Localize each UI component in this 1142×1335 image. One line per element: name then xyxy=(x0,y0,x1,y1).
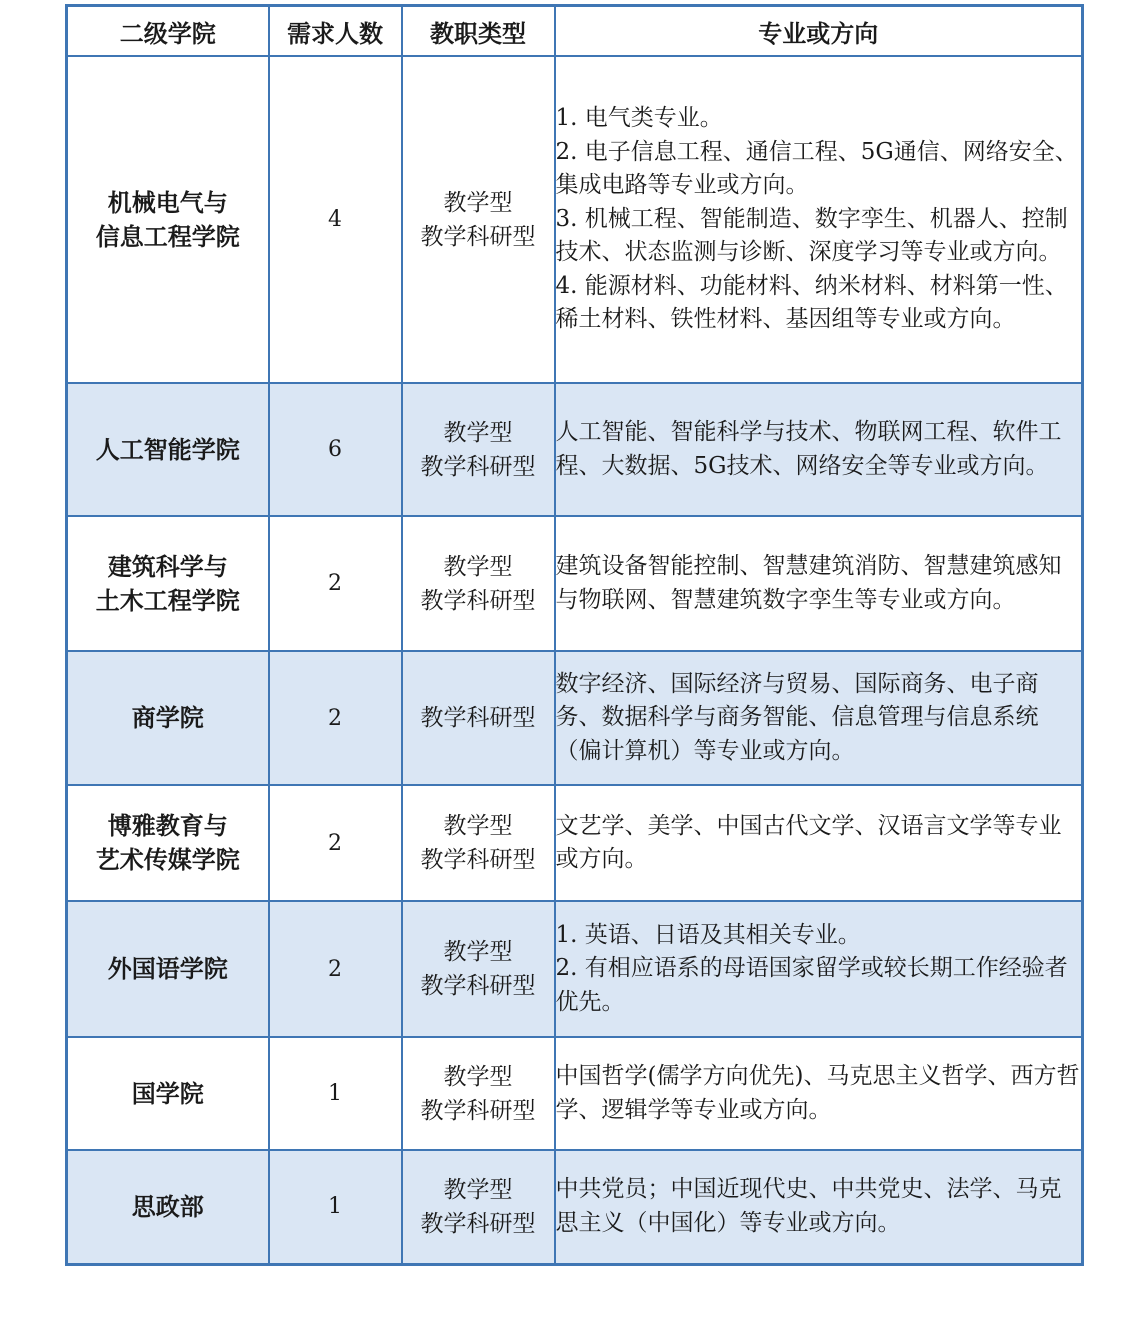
type-label: 教学型 xyxy=(443,939,513,965)
header-type: 教职类型 xyxy=(402,6,555,57)
major-cell xyxy=(555,901,1083,1037)
count-cell: 4 xyxy=(269,56,402,383)
college-name-line: 土木工程学院 xyxy=(95,585,240,615)
major-cell xyxy=(555,383,1083,516)
count-cell: 1 xyxy=(269,1150,402,1264)
type-label: 教学型 xyxy=(443,553,513,580)
major-text: 中国哲学(儒学方向优先)、马克思主义哲学、西方哲学、逻辑学等专业或方向。 xyxy=(555,1063,1080,1123)
count-cell: 2 xyxy=(269,901,402,1037)
type-cell xyxy=(402,651,555,785)
table-row xyxy=(67,383,1083,516)
count-cell: 2 xyxy=(269,785,402,901)
type-label: 教学型 xyxy=(443,813,513,839)
type-label: 教学型 xyxy=(443,189,513,216)
type-label: 教学型 xyxy=(443,419,513,446)
college-cell xyxy=(67,1037,269,1150)
college-cell xyxy=(67,785,269,901)
table-row xyxy=(67,56,1083,383)
major-cell xyxy=(555,516,1083,651)
major-text: 人工智能、智能科学与技术、物联网工程、软件工程、大数据、5G技术、网络安全等专业或方向。 xyxy=(555,419,1062,479)
header-college: 二级学院 xyxy=(67,6,269,57)
table-row xyxy=(67,651,1083,785)
type-label: 教学科研型 xyxy=(420,847,536,873)
major-text: 1. 英语、日语及其相关专业。 xyxy=(555,921,861,948)
header-count: 需求人数 xyxy=(269,6,402,57)
table-row xyxy=(67,785,1083,901)
type-cell xyxy=(402,1037,555,1150)
major-text: 1. 电气类专业。 xyxy=(555,105,723,132)
count-cell: 2 xyxy=(269,651,402,785)
type-cell xyxy=(402,516,555,651)
college-name-line: 机械电气与 xyxy=(107,187,228,217)
college-cell xyxy=(67,901,269,1037)
table-row xyxy=(67,516,1083,651)
college-cell xyxy=(67,383,269,516)
type-label: 教学科研型 xyxy=(420,973,536,999)
type-cell xyxy=(402,785,555,901)
college-name-line: 外国语学院 xyxy=(107,954,228,983)
type-label: 教学科研型 xyxy=(420,1097,536,1124)
college-cell xyxy=(67,1150,269,1264)
type-cell xyxy=(402,901,555,1037)
college-name-line: 艺术传媒学院 xyxy=(95,845,240,874)
major-text: 3. 机械工程、智能制造、数字孪生、机器人、控制技术、状态监测与诊断、深度学习等专业或方向。 xyxy=(555,205,1068,266)
major-cell xyxy=(555,56,1083,383)
type-label: 教学科研型 xyxy=(420,223,536,250)
header-row xyxy=(67,6,1083,57)
type-cell xyxy=(402,56,555,383)
college-name-line: 国学院 xyxy=(131,1078,204,1108)
college-name-line: 商学院 xyxy=(131,703,204,732)
type-label: 教学科研型 xyxy=(420,705,536,731)
header-major: 专业或方向 xyxy=(555,6,1083,57)
college-name-line: 思政部 xyxy=(131,1191,204,1221)
major-cell xyxy=(555,1037,1083,1150)
major-text: 4. 能源材料、功能材料、纳米材料、材料第一性、稀土材料、铁性材料、基因组等专业或方向。 xyxy=(555,272,1068,333)
major-text: 中共党员；中国近现代史、中共党史、法学、马克思主义（中国化）等专业或方向。 xyxy=(555,1176,1062,1236)
major-cell xyxy=(555,785,1083,901)
major-text: 数字经济、国际经济与贸易、国际商务、电子商务、数据科学与商务智能、信息管理与信息系统（偏计算机）等专业或方向。 xyxy=(555,670,1039,764)
type-label: 教学科研型 xyxy=(420,453,536,480)
type-label: 教学型 xyxy=(443,1063,513,1090)
college-name-line: 博雅教育与 xyxy=(107,811,228,840)
table-row xyxy=(67,901,1083,1037)
major-text: 2. 有相应语系的母语国家留学或较长期工作经验者优先。 xyxy=(555,955,1068,1015)
major-cell xyxy=(555,651,1083,785)
count-cell: 6 xyxy=(269,383,402,516)
type-cell xyxy=(402,383,555,516)
type-label: 教学科研型 xyxy=(420,1210,536,1237)
college-cell xyxy=(67,516,269,651)
count-cell: 2 xyxy=(269,516,402,651)
college-cell xyxy=(67,651,269,785)
major-text: 文艺学、美学、中国古代文学、汉语言文学等专业或方向。 xyxy=(555,812,1062,872)
college-cell xyxy=(67,56,269,383)
type-label: 教学型 xyxy=(443,1176,513,1203)
table-row xyxy=(67,1150,1083,1264)
type-cell xyxy=(402,1150,555,1264)
college-name-line: 建筑科学与 xyxy=(107,551,228,581)
count-cell: 1 xyxy=(269,1037,402,1150)
major-cell xyxy=(555,1150,1083,1264)
major-text: 建筑设备智能控制、智慧建筑消防、智慧建筑感知与物联网、智慧建筑数字孪生等专业或方向。 xyxy=(555,553,1062,613)
table-row xyxy=(67,1037,1083,1150)
major-text: 2. 电子信息工程、通信工程、5G通信、网络安全、集成电路等专业或方向。 xyxy=(555,138,1078,199)
type-label: 教学科研型 xyxy=(420,587,536,614)
college-name-line: 人工智能学院 xyxy=(95,434,240,464)
college-name-line: 信息工程学院 xyxy=(95,221,240,251)
recruitment-table xyxy=(65,4,1084,1266)
